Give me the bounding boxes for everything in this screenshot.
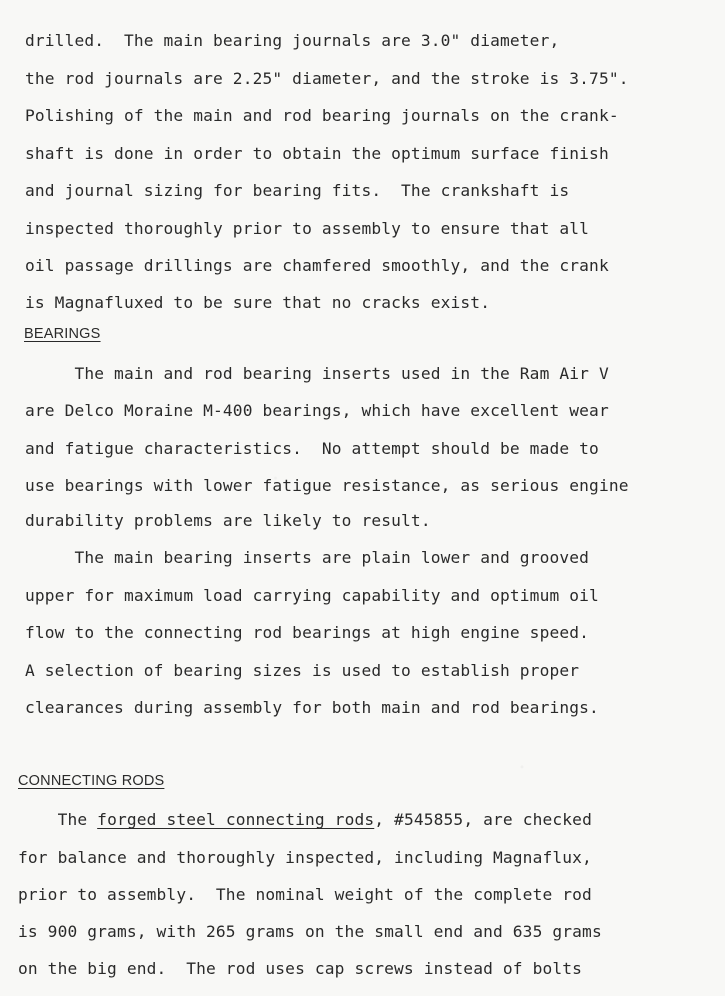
text-line-11: and fatigue characteristics. No attempt should be made to	[25, 439, 599, 458]
text-line-16: flow to the connecting rod bearings at high engine speed.	[25, 623, 590, 642]
text-line-15: upper for maximum load carrying capability and optimum oil	[25, 586, 599, 605]
text-line-17: A selection of bearing sizes is used to establish proper	[25, 661, 580, 680]
text-line-rods-intro	[18, 810, 592, 830]
rods-line-tail: , #545855, are checked	[374, 810, 592, 829]
text-line-20: prior to assembly. The nominal weight of the complete rod	[18, 885, 592, 904]
text-line-21: is 900 grams, with 265 grams on the small end and 635 grams	[18, 922, 602, 941]
section-heading-connecting-rods: CONNECTING RODS	[18, 773, 165, 789]
text-line-22: on the big end. The rod uses cap screws instead of bolts	[18, 959, 583, 978]
text-line-13: durability problems are likely to result.	[25, 511, 431, 530]
text-line-8: is Magnafluxed to be sure that no cracks exist.	[25, 293, 491, 312]
forged-steel-rods-phrase: forged steel connecting rods	[97, 810, 375, 829]
section-heading-bearings: BEARINGS	[24, 326, 101, 342]
text-line-1: drilled. The main bearing journals are 3.0" diameter,	[25, 31, 560, 50]
text-line-7: oil passage drillings are chamfered smoothly, and the crank	[25, 256, 609, 275]
text-line-2: the rod journals are 2.25" diameter, and the stroke is 3.75".	[25, 69, 629, 88]
text-line-12: use bearings with lower fatigue resistance, as serious engine	[25, 476, 629, 495]
text-line-9: The main and rod bearing inserts used in the Ram Air V	[25, 364, 609, 383]
rods-line-lead: The	[18, 810, 98, 829]
text-line-5: and journal sizing for bearing fits. The crankshaft is	[25, 181, 570, 200]
text-line-4: shaft is done in order to obtain the optimum surface finish	[25, 144, 609, 163]
text-line-6: inspected thoroughly prior to assembly to ensure that all	[25, 219, 590, 238]
text-line-10: are Delco Moraine M-400 bearings, which have excellent wear	[25, 401, 609, 420]
text-line-19: for balance and thoroughly inspected, including Magnaflux,	[18, 848, 592, 867]
text-line-18: clearances during assembly for both main and rod bearings.	[25, 698, 599, 717]
text-line-14: The main bearing inserts are plain lower and grooved	[25, 548, 590, 567]
text-line-3: Polishing of the main and rod bearing journals on the crank-	[25, 106, 619, 125]
